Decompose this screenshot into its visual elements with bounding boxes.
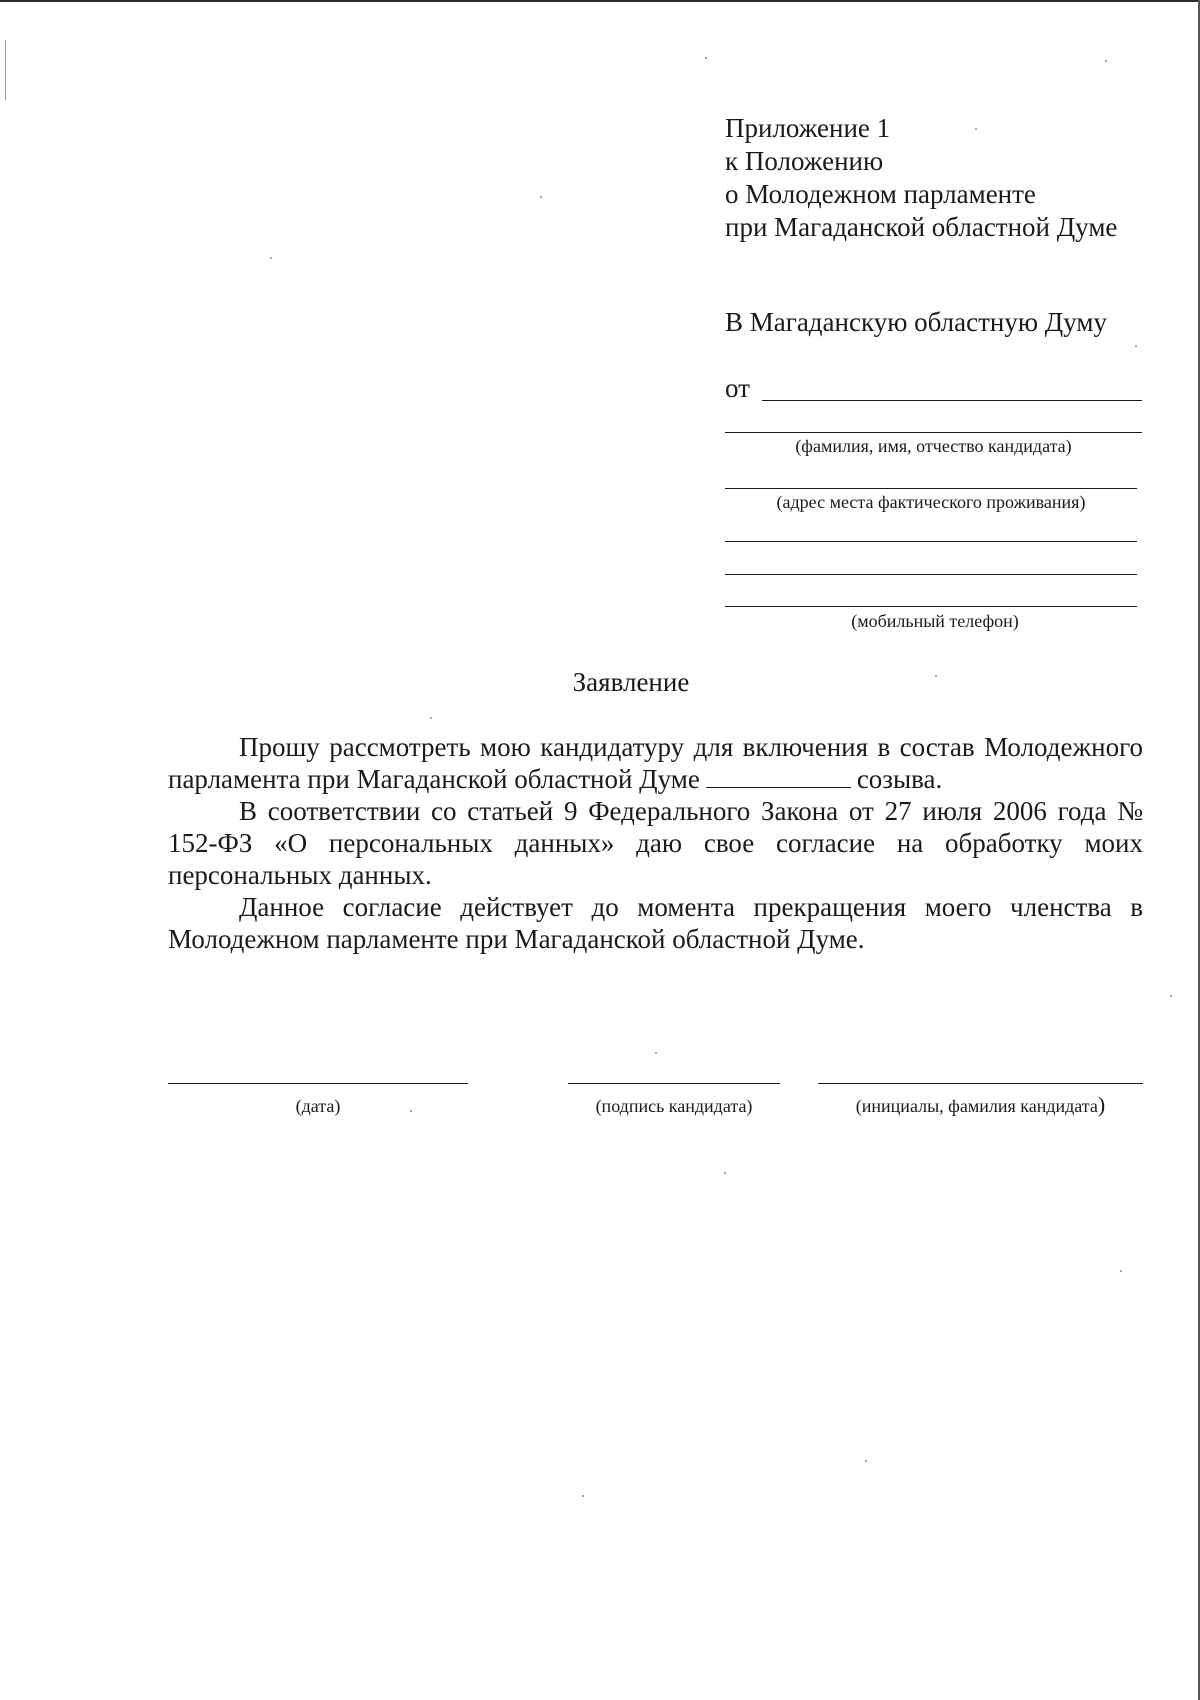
signature-caption: (подпись кандидата) [595, 1096, 753, 1116]
appendix-line-4: при Магаданской областной Думе [725, 212, 1118, 242]
convocation-blank-field[interactable] [706, 765, 851, 788]
initials-caption-text: (инициалы, фамилия кандидата [855, 1096, 1098, 1116]
scan-edge-top [0, 0, 1200, 2]
document-body [168, 731, 1143, 955]
addressee: В Магаданскую областную Думу [725, 307, 1107, 337]
from-name-field-line[interactable] [762, 400, 1142, 401]
scan-edge-left [5, 40, 6, 100]
signature-field-line[interactable] [568, 1083, 780, 1084]
scan-speck [430, 717, 432, 719]
date-field-line[interactable] [168, 1083, 468, 1084]
initials-caption-paren: ) [1097, 1092, 1106, 1117]
scan-speck [655, 1052, 657, 1054]
fio-field-line[interactable] [725, 432, 1142, 433]
paragraph-2: В соответствии со статьей 9 Федерального Закона от 27 июля 2006 года № 152-ФЗ «О персональных данных» даю свое согласие на обработку моих персональных данных. [168, 796, 1143, 890]
scan-speck [724, 1172, 726, 1174]
paragraph-3: Данное согласие действует до момента прекращения моего членства в Молодежном парламенте при Магаданской областной Думе. [168, 892, 1143, 954]
paragraph-1-end: созыва. [856, 764, 943, 794]
address-field-line-3[interactable] [725, 574, 1137, 575]
appendix-line-3: о Молодежном парламенте [725, 179, 1036, 209]
from-label: от [725, 373, 750, 403]
scan-speck [540, 196, 542, 198]
scan-speck [1105, 60, 1107, 62]
scan-speck [270, 257, 272, 259]
phone-field-line[interactable] [725, 606, 1137, 607]
phone-caption: (мобильный телефон) [851, 611, 1019, 631]
appendix-block [725, 112, 1117, 244]
address-field-line-2[interactable] [725, 541, 1137, 542]
scan-speck [1120, 1270, 1122, 1272]
scan-speck [705, 57, 707, 59]
scan-speck [1170, 995, 1172, 997]
initials-caption [818, 1094, 1143, 1117]
appendix-line-1: Приложение 1 [725, 113, 891, 143]
date-caption: (дата) [295, 1096, 341, 1116]
paragraph-1-text: Прошу рассмотреть мою кандидатуру для включения в состав Молодежного парламента при Магаданской областной Думе [168, 732, 1143, 794]
document-title: Заявление [572, 667, 690, 697]
fio-caption: (фамилия, имя, отчество кандидата) [795, 436, 1072, 456]
scan-speck [582, 1495, 584, 1497]
address-field-line-1[interactable] [725, 488, 1137, 489]
scan-speck [1135, 345, 1137, 347]
appendix-line-2: к Положению [725, 146, 884, 176]
initials-field-line[interactable] [818, 1083, 1143, 1084]
address-caption: (адрес места фактического проживания) [776, 492, 1086, 512]
paragraph-1 [168, 731, 1143, 795]
scan-speck [865, 1460, 867, 1462]
